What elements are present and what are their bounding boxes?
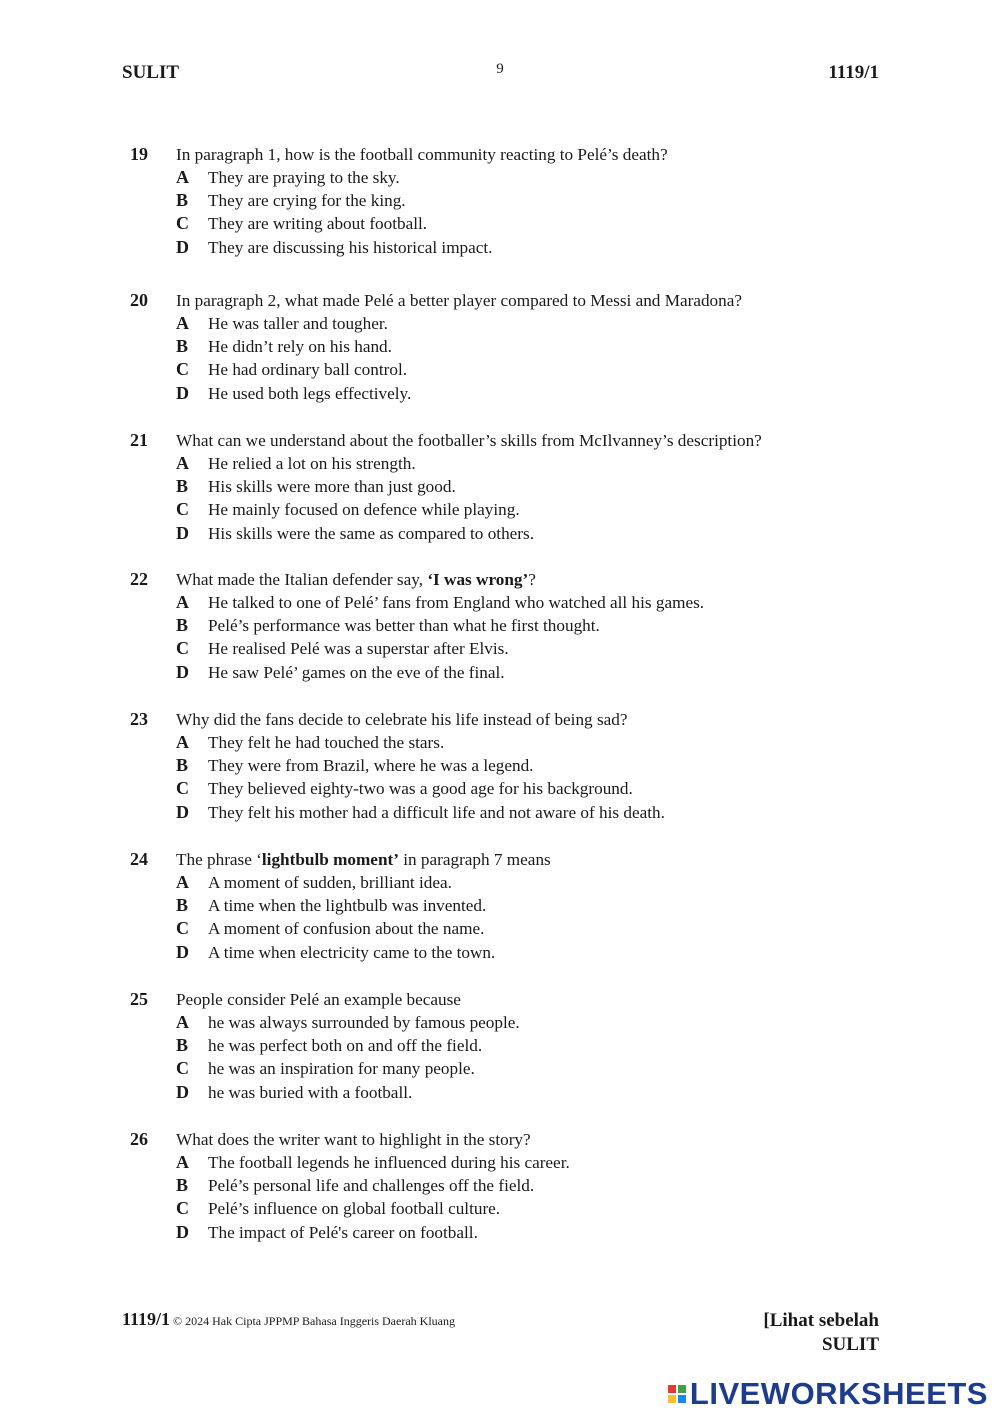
option-text: He didn’t rely on his hand. [208,337,392,357]
option-text: They are writing about football. [208,214,428,234]
option-a[interactable] [176,452,890,475]
question-stem [130,1128,890,1151]
question-text-main: In paragraph 1, how is the football community reacting to Pelé’s death? [176,145,668,164]
question-text-main: What can we understand about the footballer’s skills from McIlvanney’s description? [176,431,762,450]
option-letter: B [176,336,189,357]
option-d[interactable] [176,941,890,964]
option-letter: D [176,661,189,682]
option-letter: D [176,1081,189,1102]
option-letter: C [176,359,189,380]
option-letter: C [176,918,189,939]
option-b[interactable] [176,1174,890,1197]
question-text [176,143,890,166]
option-letter: A [176,592,189,612]
option-letter: B [176,1175,189,1196]
option-b[interactable] [176,335,890,358]
option-text: They felt he had touched the stars. [208,733,445,752]
option-letter: D [176,801,189,822]
question-stem [130,568,890,591]
footer-copyright: © 2024 Hak Cipta JPPMP Bahasa Inggeris Daerah Kluang [173,1314,455,1328]
option-text: He used both legs effectively. [208,383,412,403]
option-text: He was taller and tougher. [208,314,388,333]
option-a[interactable] [176,871,890,894]
option-b[interactable] [176,894,890,917]
question-text [176,289,890,312]
option-letter: B [176,755,189,776]
question-20 [130,289,890,405]
option-text: he was buried with a football. [208,1082,413,1102]
option-c[interactable] [176,1057,890,1080]
option-letter: A [176,1012,189,1032]
question-22 [130,568,890,684]
option-a[interactable] [176,591,890,614]
option-text: He mainly focused on defence while playing. [208,500,520,520]
option-text: He had ordinary ball control. [208,360,408,380]
header-classification: SULIT [122,62,180,83]
option-text: A moment of confusion about the name. [208,919,485,939]
liveworksheets-logo[interactable] [668,1376,988,1412]
option-c[interactable] [176,358,890,381]
option-text: he was perfect both on and off the field. [208,1036,483,1056]
option-d[interactable] [176,1221,890,1244]
option-letter: A [176,453,189,473]
question-25 [130,988,890,1104]
question-number: 19 [130,144,148,164]
header-paper-code: 1119/1 [828,62,879,83]
option-letter: A [176,313,189,333]
option-text: They believed eighty-two was a good age for his background. [208,779,633,799]
option-text: They are discussing his historical impact. [208,237,493,257]
option-d[interactable] [176,1081,890,1104]
question-number: 25 [130,989,148,1009]
option-b[interactable] [176,475,890,498]
question-21 [130,429,890,545]
option-letter: A [176,1152,189,1172]
logo-square-blue [678,1395,686,1403]
option-text: They felt his mother had a difficult life and not aware of his death. [208,802,665,822]
option-letter: C [176,1198,189,1219]
footer-classification: SULIT [821,1334,879,1355]
question-text-main: Why did the fans decide to celebrate his life instead of being sad? [176,710,628,729]
option-d[interactable] [176,661,890,684]
question-text [176,708,890,731]
option-text: He saw Pelé’ games on the eve of the final. [208,662,505,682]
option-text: Pelé’s personal life and challenges off the field. [208,1176,535,1196]
logo-square-yellow [668,1395,676,1403]
footer-turn-over: [Lihat sebelah [763,1310,879,1331]
question-text-tail: ? [528,570,536,589]
footer-paper-code: 1119/1 [122,1309,171,1329]
question-text-emphasis: ‘I was wrong’ [427,570,529,589]
question-text [176,848,890,871]
option-text: They are crying for the king. [208,191,406,211]
question-number: 21 [130,430,148,450]
option-a[interactable] [176,312,890,335]
option-letter: C [176,638,189,659]
question-number: 20 [130,290,148,310]
option-text: They were from Brazil, where he was a legend. [208,756,534,776]
question-text [176,1128,890,1151]
page-number: 9 [496,61,504,77]
option-letter: C [176,778,189,799]
option-b[interactable] [176,1034,890,1057]
option-letter: C [176,1058,189,1079]
logo-square-red [668,1385,676,1393]
question-text-main: The phrase ‘ [176,850,262,869]
option-text: His skills were more than just good. [208,477,456,497]
question-number: 22 [130,569,148,589]
question-23 [130,708,890,824]
option-b[interactable] [176,614,890,637]
question-stem [130,143,890,166]
question-text-main: In paragraph 2, what made Pelé a better player compared to Messi and Maradona? [176,291,743,310]
logo-square-green [678,1385,686,1393]
option-c[interactable] [176,1197,890,1220]
option-letter: B [176,476,189,497]
option-text: he was always surrounded by famous people. [208,1013,520,1032]
question-text-emphasis: lightbulb moment’ [261,850,399,869]
option-c[interactable] [176,917,890,940]
question-stem [130,848,890,871]
option-text: A time when the lightbulb was invented. [208,896,487,916]
footer-left [122,1309,455,1330]
option-c[interactable] [176,498,890,521]
option-text: Pelé’s influence on global football culture. [208,1199,501,1219]
option-text: A time when electricity came to the town. [208,942,496,962]
question-26 [130,1128,890,1244]
question-24 [130,848,890,964]
option-text: He talked to one of Pelé’ fans from England who watched all his games. [208,593,705,612]
option-c[interactable] [176,777,890,800]
option-letter: B [176,1035,189,1056]
question-text [176,988,890,1011]
option-text: The football legends he influenced during his career. [208,1153,570,1172]
question-stem [130,289,890,312]
option-letter: B [176,190,189,211]
option-text: Pelé’s performance was better than what he first thought. [208,616,600,636]
option-letter: A [176,732,189,752]
option-text: His skills were the same as compared to others. [208,523,535,543]
option-b[interactable] [176,189,890,212]
question-19 [130,143,890,259]
option-d[interactable] [176,236,890,259]
option-text: A moment of sudden, brilliant idea. [208,873,452,892]
option-text: He realised Pelé was a superstar after Elvis. [208,639,509,659]
option-letter: C [176,499,189,520]
question-stem [130,708,890,731]
option-a[interactable] [176,731,890,754]
option-d[interactable] [176,382,890,405]
question-text [176,568,890,591]
liveworksheets-logo-text: LIVEWORKSHEETS [689,1376,988,1411]
question-number: 23 [130,709,148,729]
liveworksheets-logo-icon [668,1385,686,1403]
option-a[interactable] [176,1151,890,1174]
option-letter: C [176,213,189,234]
option-text: He relied a lot on his strength. [208,454,416,473]
option-a[interactable] [176,1011,890,1034]
option-d[interactable] [176,522,890,545]
question-text-main: What does the writer want to highlight in the story? [176,1130,531,1149]
option-letter: D [176,1221,189,1242]
option-c[interactable] [176,212,890,235]
option-letter: B [176,895,189,916]
option-letter: A [176,872,189,892]
question-number: 26 [130,1129,148,1149]
option-letter: D [176,941,189,962]
question-number: 24 [130,849,148,869]
option-d[interactable] [176,801,890,824]
question-text-tail: in paragraph 7 means [398,850,551,869]
option-letter: D [176,382,189,403]
option-text: he was an inspiration for many people. [208,1059,475,1079]
option-letter: B [176,615,189,636]
question-stem [130,429,890,452]
question-stem [130,988,890,1011]
question-text-main: What made the Italian defender say, [176,570,428,589]
option-letter: D [176,522,189,543]
option-letter: A [176,167,189,187]
option-text: The impact of Pelé's career on football. [208,1222,478,1242]
question-text [176,429,890,452]
option-b[interactable] [176,754,890,777]
option-a[interactable] [176,166,890,189]
option-c[interactable] [176,637,890,660]
option-letter: D [176,236,189,257]
option-text: They are praying to the sky. [208,168,400,187]
question-text-main: People consider Pelé an example because [176,990,461,1009]
